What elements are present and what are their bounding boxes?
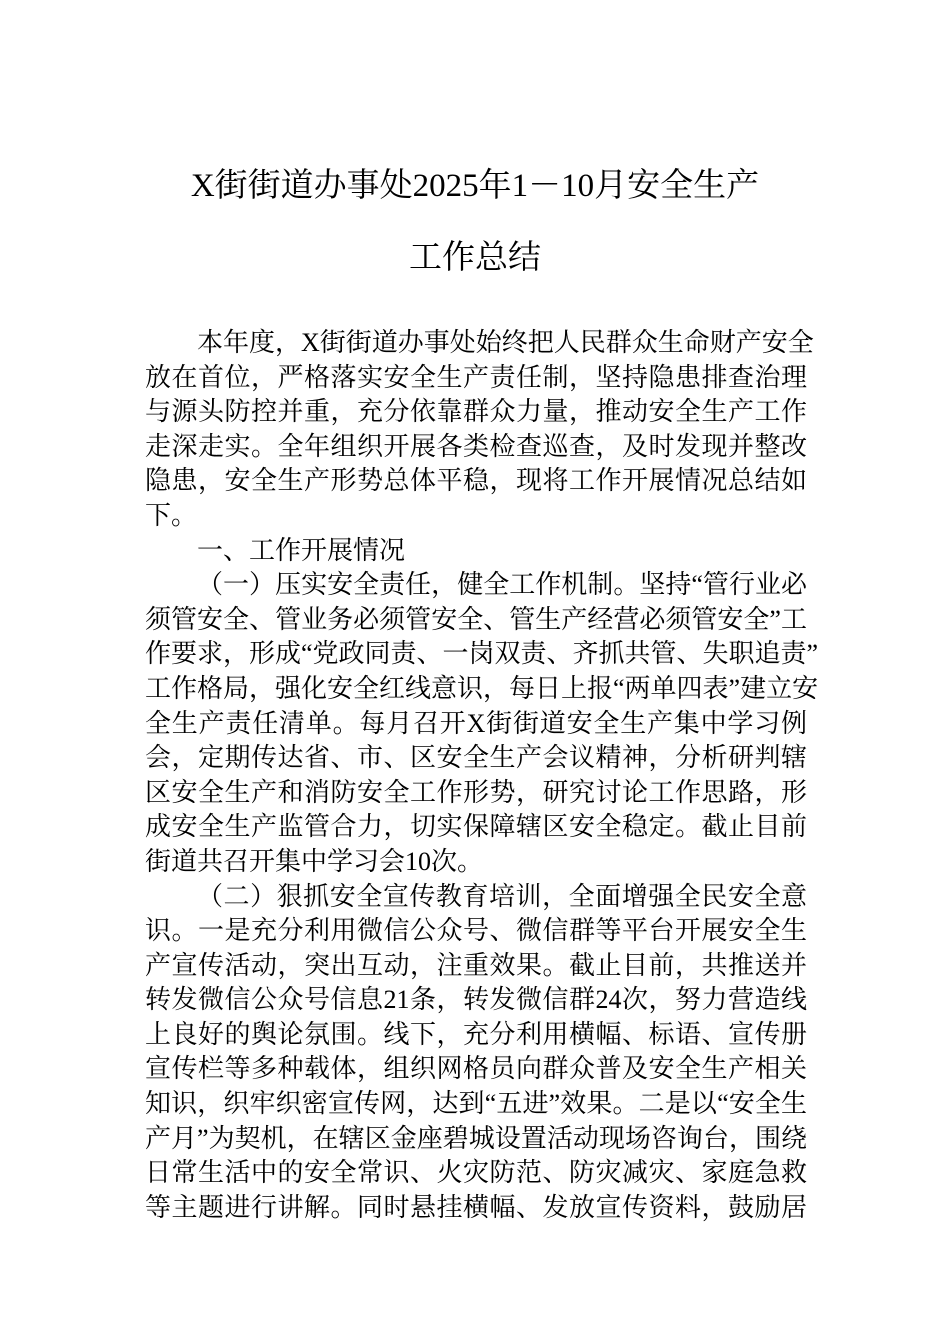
text-line: 成安全生产监管合力，切实保障辖区安全稳定。截止目前 [145,812,807,842]
document-title-line-1: X街街道办事处2025年1－10月安全生产 [190,168,760,204]
text-line: 区安全生产和消防安全工作形势，研究讨论工作思路，形 [145,777,807,807]
text-line: （二）狠抓安全宣传教育培训，全面增强全民安全意 [197,881,807,911]
text-line: 须管安全、管业务必须管安全、管生产经营必须管安全”工 [145,604,807,634]
text-line: 走深走实。全年组织开展各类检查巡查，及时发现并整改 [145,431,807,461]
paragraph [145,326,814,534]
text-line: 上良好的舆论氛围。线下，充分利用横幅、标语、宣传册 [145,1019,807,1049]
text-line: 与源头防控并重，充分依靠群众力量，推动安全生产工作 [145,397,807,427]
text-line: 会，定期传达省、市、区安全生产会议精神，分析研判辖 [145,743,807,773]
text-line: 放在首位，严格落实安全生产责任制，坚持隐患排查治理 [145,362,807,392]
text-line: 作要求，形成“党政同责、一岗双责、齐抓共管、失职追责” [145,639,819,669]
text-line: 产宣传活动，突出互动，注重效果。截止目前，共推送并 [145,950,807,980]
text-line: 本年度，X街街道办事处始终把人民群众生命财产安全 [197,328,814,357]
document-body [145,326,819,1225]
text-line: 产月”为契机，在辖区金座碧城设置活动现场咨询台，围绕 [145,1123,807,1153]
text-line: （一）压实安全责任，健全工作机制。坚持“管行业必 [197,570,807,600]
text-line: 工作格局，强化安全红线意识，每日上报“两单四表”建立安 [145,673,819,703]
section-heading [145,534,807,569]
paragraph [145,568,819,879]
text-line: 隐患，安全生产形势总体平稳，现将工作开展情况总结如 [145,466,807,496]
text-line: 识。一是充分利用微信公众号、微信群等平台开展安全生 [145,916,807,946]
text-line: 全生产责任清单。每月召开X街街道安全生产集中学习例 [145,708,807,738]
text-line: 知识，织牢织密宣传网，达到“五进”效果。二是以“安全生 [145,1089,807,1119]
text-line: 日常生活中的安全常识、火灾防范、防灾减灾、家庭急救 [145,1158,807,1188]
text-line: 街道共召开集中学习会10次。 [145,846,484,876]
document-title-line-2: 工作总结 [409,240,541,276]
text-line: 转发微信公众号信息21条，转发微信群24次，努力营造线 [145,985,807,1015]
text-line: 等主题进行讲解。同时悬挂横幅、发放宣传资料，鼓励居 [145,1192,807,1222]
text-line: 下。 [145,500,198,530]
paragraph [145,880,807,1226]
text-line: 宣传栏等多种载体，组织网格员向群众普及安全生产相关 [145,1054,807,1084]
text-line: 一、工作开展情况 [197,535,406,565]
